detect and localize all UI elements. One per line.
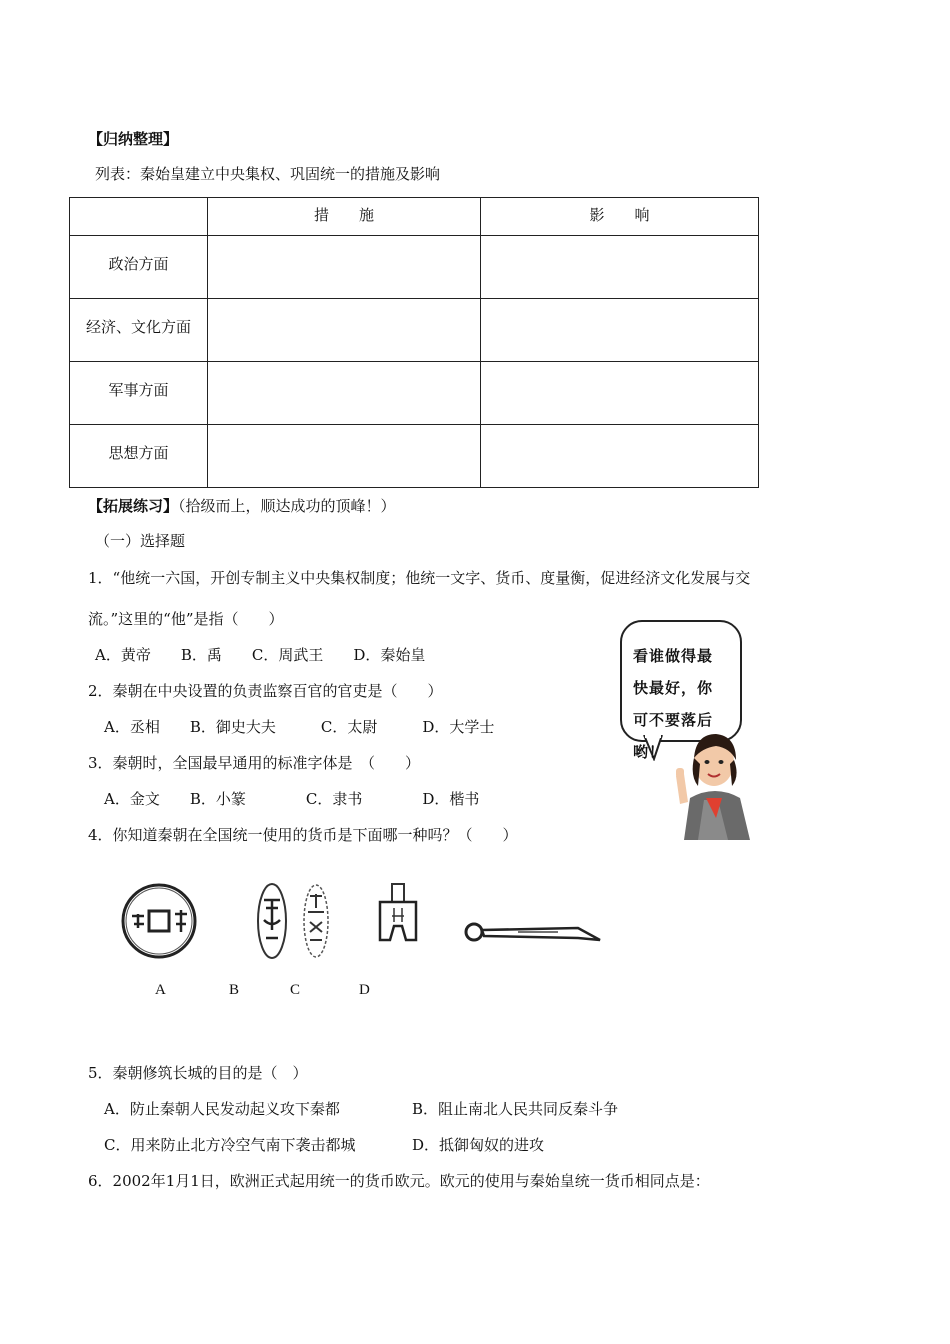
table-header-impact: 影 响 — [481, 198, 759, 236]
question-6: 6．2002年1月1日，欧洲正式起用统一的货币欧元。欧元的使用与秦始皇统一货币相同点是： — [88, 1172, 710, 1190]
practice-motto: （拾级而上，顺达成功的顶峰！） — [178, 497, 396, 515]
option-label-b: B — [229, 982, 240, 998]
question-4: 4．你知道秦朝在全国统一使用的货币是下面哪一种吗？（ ） — [88, 826, 518, 844]
practice-heading-line — [88, 495, 396, 516]
question-5-option-a: A．防止秦朝人民发动起义攻下秦都 — [104, 1100, 340, 1118]
section-title: （一）选择题 — [95, 532, 186, 550]
table-cell — [481, 299, 759, 362]
question-3-options: A．金文 B．小篆 C．隶书 D．楷书 — [104, 790, 480, 808]
table-cell — [208, 236, 481, 299]
option-label-a: A — [155, 982, 166, 998]
bubble-text — [633, 640, 735, 768]
bubble-line-4: 哟！ — [633, 743, 666, 761]
question-5-option-c: C．用来防止北方冷空气南下袭击都城 — [104, 1136, 356, 1154]
table-cell — [481, 236, 759, 299]
question-5-option-b: B．阻止南北人民共同反秦斗争 — [412, 1100, 619, 1118]
table-cell — [208, 362, 481, 425]
coin-beak-image — [248, 880, 348, 962]
bubble-line-2: 快最好，你 — [633, 679, 714, 697]
option-label-c: C — [290, 982, 301, 998]
table-cell — [481, 362, 759, 425]
table-cell — [208, 425, 481, 488]
table-header-blank — [70, 198, 208, 236]
summary-intro: 列表：秦始皇建立中央集权、巩固统一的措施及影响 — [95, 165, 441, 183]
table-header-measures: 措 施 — [208, 198, 481, 236]
summary-heading: 【归纳整理】 — [88, 130, 179, 148]
coin-spade-image — [372, 880, 432, 962]
question-1-line-1: 1．“他统一六国，开创专制主义中央集权制度；他统一文字、货币、度量衡，促进经济文化发展与交 — [88, 569, 751, 587]
coin-banliang-image — [118, 880, 200, 962]
question-3: 3．秦朝时，全国最早通用的标准字体是 （ ） — [88, 754, 421, 772]
question-5-option-d: D．抵御匈奴的进攻 — [412, 1136, 545, 1154]
question-5: 5．秦朝修筑长城的目的是（ ） — [88, 1064, 308, 1082]
option-label-d: D — [359, 982, 370, 998]
question-1-options: A．黄帝 B．禹 C．周武王 D．秦始皇 — [95, 646, 426, 664]
question-2: 2．秦朝在中央设置的负责监察百官的官吏是（ ） — [88, 682, 443, 700]
table-row-thought: 思想方面 — [70, 425, 208, 488]
question-2-options: A．丞相 B．御史大夫 C．太尉 D．大学士 — [104, 718, 495, 736]
table-cell — [208, 299, 481, 362]
measures-table — [69, 197, 759, 488]
table-cell — [481, 425, 759, 488]
table-row-military: 军事方面 — [70, 362, 208, 425]
question-1-line-2: 流。”这里的“他”是指（ ） — [88, 610, 284, 628]
practice-heading: 【拓展练习】 — [88, 497, 179, 515]
bubble-line-3: 可不要落后 — [633, 711, 714, 729]
coin-knife-image — [458, 910, 606, 954]
table-row-politics: 政治方面 — [70, 236, 208, 299]
bubble-line-1: 看谁做得最 — [633, 647, 714, 665]
table-row-economy-culture: 经济、文化方面 — [70, 299, 208, 362]
